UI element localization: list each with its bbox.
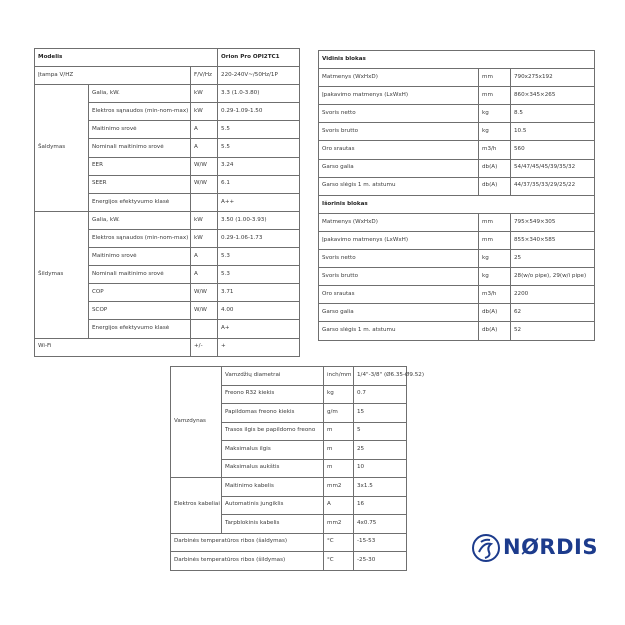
cell-unit: kg xyxy=(479,123,511,141)
cell-label: Garso galia xyxy=(319,159,479,177)
cell-label: Garso slėgis 1 m. atstumu xyxy=(319,322,479,340)
cell-value: 62 xyxy=(511,304,595,322)
cell-unit: °C xyxy=(324,533,354,552)
cell-value: 44/37/35/33/29/25/22 xyxy=(511,177,595,195)
cell-value: 10.5 xyxy=(511,123,595,141)
cell-unit: W/W xyxy=(191,302,218,320)
table-row xyxy=(35,49,300,67)
cell-value: 5.5 xyxy=(218,139,300,157)
cell-value: 3.50 (1.00-3.93) xyxy=(218,211,300,229)
cell-unit: A xyxy=(191,121,218,139)
cell-label: Svoris brutto xyxy=(319,123,479,141)
cell-unit: W/W xyxy=(191,284,218,302)
cell-label: Oro srautas xyxy=(319,286,479,304)
cell-label: Darbinės temperatūros ribos (šaldymas) xyxy=(171,533,324,552)
cell-value: 560 xyxy=(511,141,595,159)
table-row xyxy=(319,51,595,69)
cell-unit: mm xyxy=(479,69,511,87)
cell-unit: kg xyxy=(479,105,511,123)
table-row xyxy=(319,87,595,105)
cell-value: 6.1 xyxy=(218,175,300,193)
cell-unit: kW xyxy=(191,85,218,103)
cell-label: Maitinimo srovė xyxy=(89,121,191,139)
cell-value: 1/4"-3/8" (Ø6.35-Ø9.52) xyxy=(354,367,407,386)
cell-label: Maksimalus aukštis xyxy=(222,459,324,478)
cell-value: 3x1.5 xyxy=(354,478,407,497)
cell-value: 52 xyxy=(511,322,595,340)
cell-label: Maitinimo srovė xyxy=(89,248,191,266)
cell-unit xyxy=(191,320,218,338)
cell-label: Tarpblokinis kabelis xyxy=(222,515,324,534)
cell-label: Freono R32 kiekis xyxy=(222,385,324,404)
cell-label: Svoris brutto xyxy=(319,268,479,286)
cell-value: 5.5 xyxy=(218,121,300,139)
cell-label: Svoris netto xyxy=(319,105,479,123)
cell-value: 15 xyxy=(354,404,407,423)
cell-unit: kg xyxy=(324,385,354,404)
heating-group-label: Šildymas xyxy=(35,211,89,338)
outdoor-unit-title: Išorinis blokas xyxy=(319,195,595,213)
cell-label: Įpakavimo matmenys (LxWxH) xyxy=(319,87,479,105)
table-row xyxy=(35,67,300,85)
cell-label: Garso slėgis 1 m. atstumu xyxy=(319,177,479,195)
cell-value: 795×549×305 xyxy=(511,213,595,231)
cell-label: Įpakavimo matmenys (LxWxH) xyxy=(319,231,479,249)
cooling-group-label: Šaldymas xyxy=(35,85,89,212)
model-label: Modelis xyxy=(35,49,218,67)
voltage-unit: F/V/Hz xyxy=(191,67,218,85)
cell-value: 0.29-1.06-1.73 xyxy=(218,229,300,247)
cell-label: COP xyxy=(89,284,191,302)
cell-unit: inch/mm xyxy=(324,367,354,386)
cell-label: Matmenys (WxHxD) xyxy=(319,213,479,231)
cell-unit: mm xyxy=(479,87,511,105)
specs-table-units xyxy=(318,50,595,341)
table-row xyxy=(35,85,300,103)
cell-unit: db(A) xyxy=(479,322,511,340)
cell-label: Elektros sąnaudos (min-nom-max) xyxy=(89,103,191,121)
cell-label: Matmenys (WxHxD) xyxy=(319,69,479,87)
cell-label: Galia, kW. xyxy=(89,211,191,229)
cell-value: 2200 xyxy=(511,286,595,304)
cell-value: 0.7 xyxy=(354,385,407,404)
cell-label: Garso galia xyxy=(319,304,479,322)
cell-unit: kg xyxy=(479,268,511,286)
cell-unit: mm2 xyxy=(324,515,354,534)
cell-unit: m xyxy=(324,422,354,441)
cell-unit: A xyxy=(191,266,218,284)
cell-unit: m3/h xyxy=(479,286,511,304)
cell-label: Elektros sąnaudos (min-nom-max) xyxy=(89,229,191,247)
table-row xyxy=(319,105,595,123)
cell-label: SEER xyxy=(89,175,191,193)
voltage-value: 220-240V~/50Hz/1P xyxy=(218,67,300,85)
cell-unit: m xyxy=(324,441,354,460)
cell-unit: °C xyxy=(324,552,354,571)
piping-group-label: Vamzdynas xyxy=(171,367,222,478)
cell-value: 3.71 xyxy=(218,284,300,302)
table-row xyxy=(171,478,407,497)
cell-value: 4.00 xyxy=(218,302,300,320)
cell-unit: A xyxy=(191,139,218,157)
cell-value: 25 xyxy=(354,441,407,460)
cell-unit: W/W xyxy=(191,175,218,193)
cell-label: Vamzdžių diametrai xyxy=(222,367,324,386)
table-row xyxy=(319,159,595,177)
table-row xyxy=(171,367,407,386)
table-row xyxy=(171,533,407,552)
cell-label: Darbinės temperatūros ribos (šildymas) xyxy=(171,552,324,571)
cell-label: Galia, kW. xyxy=(89,85,191,103)
cell-value: -25-30 xyxy=(354,552,407,571)
cell-unit: m xyxy=(324,459,354,478)
table-row xyxy=(35,338,300,356)
cell-unit: W/W xyxy=(191,157,218,175)
cell-label: Energijos efektyvumo klasė xyxy=(89,193,191,211)
cell-value: 5 xyxy=(354,422,407,441)
cell-label: SCOP xyxy=(89,302,191,320)
logo-text: NØRDIS xyxy=(503,535,598,559)
cell-label: Maitinimo kabelis xyxy=(222,478,324,497)
cell-label: Maksimalus ilgis xyxy=(222,441,324,460)
table-row xyxy=(319,141,595,159)
voltage-label: Įtampa V/HZ xyxy=(35,67,191,85)
cell-value: 4x0.75 xyxy=(354,515,407,534)
cell-unit: mm xyxy=(479,213,511,231)
wifi-unit: +/- xyxy=(191,338,218,356)
cell-value: 28(w/o pipe), 29(w/i pipe) xyxy=(511,268,595,286)
cell-unit xyxy=(191,193,218,211)
cell-unit: mm2 xyxy=(324,478,354,497)
cell-value: 54/47/45/45/39/35/32 xyxy=(511,159,595,177)
cell-unit: kW xyxy=(191,229,218,247)
cell-label: Energijos efektyvumo klasė xyxy=(89,320,191,338)
table-row xyxy=(35,211,300,229)
cell-value: 3.3 (1.0-3.80) xyxy=(218,85,300,103)
specs-table-installation xyxy=(170,366,425,571)
cell-value: 5.3 xyxy=(218,248,300,266)
cell-label: Automatinis jungiklis xyxy=(222,496,324,515)
table-row xyxy=(319,268,595,286)
cell-unit: kg xyxy=(479,250,511,268)
cell-unit: m3/h xyxy=(479,141,511,159)
cell-value: 860×345×265 xyxy=(511,87,595,105)
cell-unit: mm xyxy=(479,231,511,249)
cables-group-label: Elektros kabeliai xyxy=(171,478,222,534)
table-row xyxy=(319,177,595,195)
table-row xyxy=(319,213,595,231)
cell-label: Svoris netto xyxy=(319,250,479,268)
cell-label: EER xyxy=(89,157,191,175)
wifi-label: Wi-Fi xyxy=(35,338,191,356)
specs-table-general xyxy=(34,48,300,357)
cell-value: A++ xyxy=(218,193,300,211)
cell-value: 0.29-1.09-1.50 xyxy=(218,103,300,121)
cell-unit: db(A) xyxy=(479,159,511,177)
table-row xyxy=(171,552,407,571)
cell-unit: g/m xyxy=(324,404,354,423)
table-row xyxy=(319,231,595,249)
indoor-unit-title: Vidinis blokas xyxy=(319,51,595,69)
cell-label: Nominali maitinimo srovė xyxy=(89,266,191,284)
table-row xyxy=(319,304,595,322)
cell-value: 855×340×585 xyxy=(511,231,595,249)
table-row xyxy=(319,123,595,141)
model-value: Orion Pro OPI2TC1 xyxy=(218,49,300,67)
table-row xyxy=(319,195,595,213)
cell-value: 16 xyxy=(354,496,407,515)
cell-unit: kW xyxy=(191,211,218,229)
cell-value: A+ xyxy=(218,320,300,338)
cell-label: Papildomas freono kiekis xyxy=(222,404,324,423)
cell-unit: A xyxy=(324,496,354,515)
table-row xyxy=(319,286,595,304)
cell-label: Nominali maitinimo srovė xyxy=(89,139,191,157)
cell-unit: db(A) xyxy=(479,177,511,195)
table-row xyxy=(319,322,595,340)
cell-value: -15-53 xyxy=(354,533,407,552)
cell-value: 790x275x192 xyxy=(511,69,595,87)
cell-unit: kW xyxy=(191,103,218,121)
cell-value: 3.24 xyxy=(218,157,300,175)
cell-value: 5.3 xyxy=(218,266,300,284)
cell-label: Trasos ilgis be papildomo freono xyxy=(222,422,324,441)
cell-value: 25 xyxy=(511,250,595,268)
cell-value: 8.5 xyxy=(511,105,595,123)
table-row xyxy=(319,250,595,268)
cell-value: 10 xyxy=(354,459,407,478)
cell-unit: A xyxy=(191,248,218,266)
cell-unit: db(A) xyxy=(479,304,511,322)
cell-label: Oro srautas xyxy=(319,141,479,159)
wifi-value: + xyxy=(218,338,300,356)
table-row xyxy=(319,69,595,87)
